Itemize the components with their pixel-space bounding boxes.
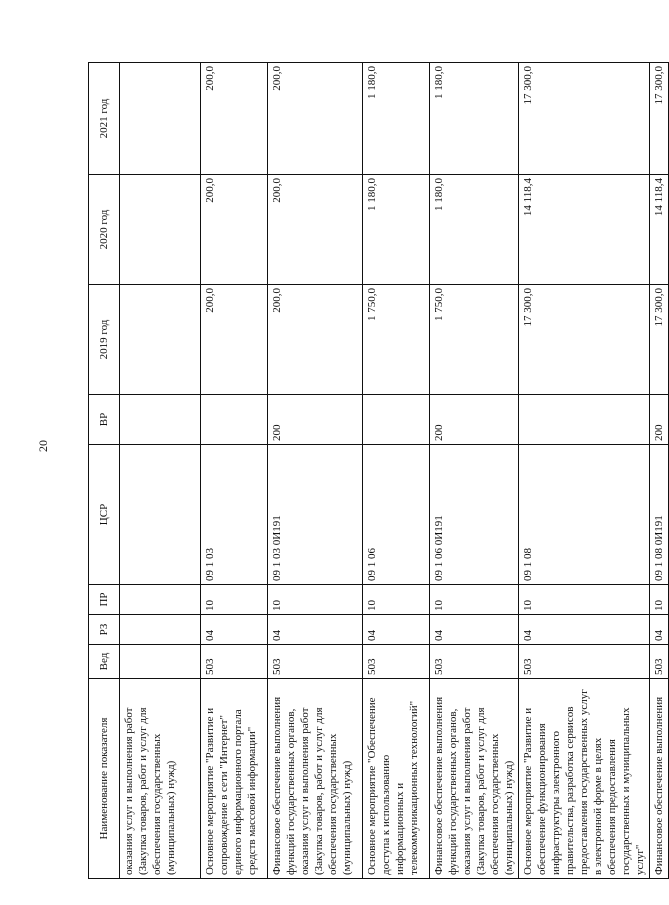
cell-vr: 200 [430, 395, 519, 445]
cell-rz: 04 [430, 615, 519, 645]
cell-2020 [120, 175, 201, 285]
header-name: Наименование показателя [89, 679, 120, 879]
cell-2020: 1 180,0 [430, 175, 519, 285]
cell-rz [120, 615, 201, 645]
cell-2019: 200,0 [201, 285, 268, 395]
rotated-table-container [88, 63, 665, 879]
header-pr: ПР [89, 585, 120, 615]
cell-name: Финансовое обеспечение выполнения функций государственных органов, оказания услуг и выполнения работ (Закупка товаров, работ и услуг для обеспечения государственных (муниципальных) нужд) [268, 679, 363, 879]
cell-2021 [120, 63, 201, 175]
cell-name: Основное мероприятие "Обеспечение доступа к использованию информационных и телекоммуникационных технологий" [363, 679, 430, 879]
cell-rz: 04 [201, 615, 268, 645]
cell-csr: 09 1 08 0И191 [650, 445, 669, 585]
cell-2020: 14 118,4 [519, 175, 650, 285]
cell-2019: 1 750,0 [363, 285, 430, 395]
cell-2021: 1 180,0 [363, 63, 430, 175]
page-number: 20 [36, 440, 50, 452]
cell-2019: 200,0 [268, 285, 363, 395]
cell-ved: 503 [201, 645, 268, 679]
cell-2021: 200,0 [201, 63, 268, 175]
header-vr: ВР [89, 395, 120, 445]
table-row [430, 63, 519, 879]
header-rz: РЗ [89, 615, 120, 645]
cell-csr: 09 1 06 0И191 [430, 445, 519, 585]
cell-2020: 1 180,0 [363, 175, 430, 285]
cell-2021: 200,0 [268, 63, 363, 175]
cell-2020: 14 118,4 [650, 175, 669, 285]
cell-2021: 1 180,0 [430, 63, 519, 175]
cell-ved [120, 645, 201, 679]
cell-rz: 04 [519, 615, 650, 645]
cell-pr: 10 [268, 585, 363, 615]
cell-vr: 200 [268, 395, 363, 445]
cell-2021: 17 300,0 [519, 63, 650, 175]
cell-pr: 10 [363, 585, 430, 615]
cell-pr: 10 [430, 585, 519, 615]
cell-rz: 04 [650, 615, 669, 645]
cell-2020: 200,0 [201, 175, 268, 285]
cell-vr [519, 395, 650, 445]
cell-vr [201, 395, 268, 445]
cell-ved: 503 [430, 645, 519, 679]
cell-ved: 503 [650, 645, 669, 679]
header-csr: ЦСР [89, 445, 120, 585]
cell-2019: 17 300,0 [519, 285, 650, 395]
cell-csr: 09 1 03 [201, 445, 268, 585]
budget-table [88, 62, 669, 879]
cell-name: Финансовое обеспечение выполнения [650, 679, 669, 879]
cell-pr: 10 [201, 585, 268, 615]
header-2020: 2020 год [89, 175, 120, 285]
cell-name: Основное мероприятие "Развитие и сопровождение в сети "Интернет" единого информационного портала средств массовой информации" [201, 679, 268, 879]
cell-2019: 17 300,0 [650, 285, 669, 395]
header-2019: 2019 год [89, 285, 120, 395]
cell-pr [120, 585, 201, 615]
table-row [363, 63, 430, 879]
cell-name: оказания услуг и выполнения работ (Закупка товаров, работ и услуг для обеспечения государственных (муниципальных) нужд) [120, 679, 201, 879]
cell-csr: 09 1 06 [363, 445, 430, 585]
cell-2019 [120, 285, 201, 395]
table-row [650, 63, 669, 879]
cell-csr [120, 445, 201, 585]
header-ved: Вед [89, 645, 120, 679]
cell-pr: 10 [519, 585, 650, 615]
table-row [201, 63, 268, 879]
cell-csr: 09 1 08 [519, 445, 650, 585]
table-row [519, 63, 650, 879]
cell-ved: 503 [268, 645, 363, 679]
header-2021: 2021 год [89, 63, 120, 175]
cell-ved: 503 [519, 645, 650, 679]
cell-csr: 09 1 03 0И191 [268, 445, 363, 585]
cell-2021: 17 300,0 [650, 63, 669, 175]
table-row [268, 63, 363, 879]
cell-ved: 503 [363, 645, 430, 679]
cell-2020: 200,0 [268, 175, 363, 285]
cell-rz: 04 [268, 615, 363, 645]
cell-vr [363, 395, 430, 445]
cell-vr [120, 395, 201, 445]
cell-pr: 10 [650, 585, 669, 615]
table-row [120, 63, 201, 879]
cell-name: Финансовое обеспечение выполнения функций государственных органов, оказания услуг и выполнения работ (Закупка товаров, работ и услуг для обеспечения государственных (муниципальных) нужд) [430, 679, 519, 879]
table-header-row [89, 63, 120, 879]
cell-name: Основное мероприятие "Развитие и обеспечение функционирования инфраструктуры электронного правительства, разработка сервисов предоставления государственных услуг в электронной форме в целях обеспечения предоставления государственных и муниципальных услуг" [519, 679, 650, 879]
cell-rz: 04 [363, 615, 430, 645]
cell-2019: 1 750,0 [430, 285, 519, 395]
cell-vr: 200 [650, 395, 669, 445]
